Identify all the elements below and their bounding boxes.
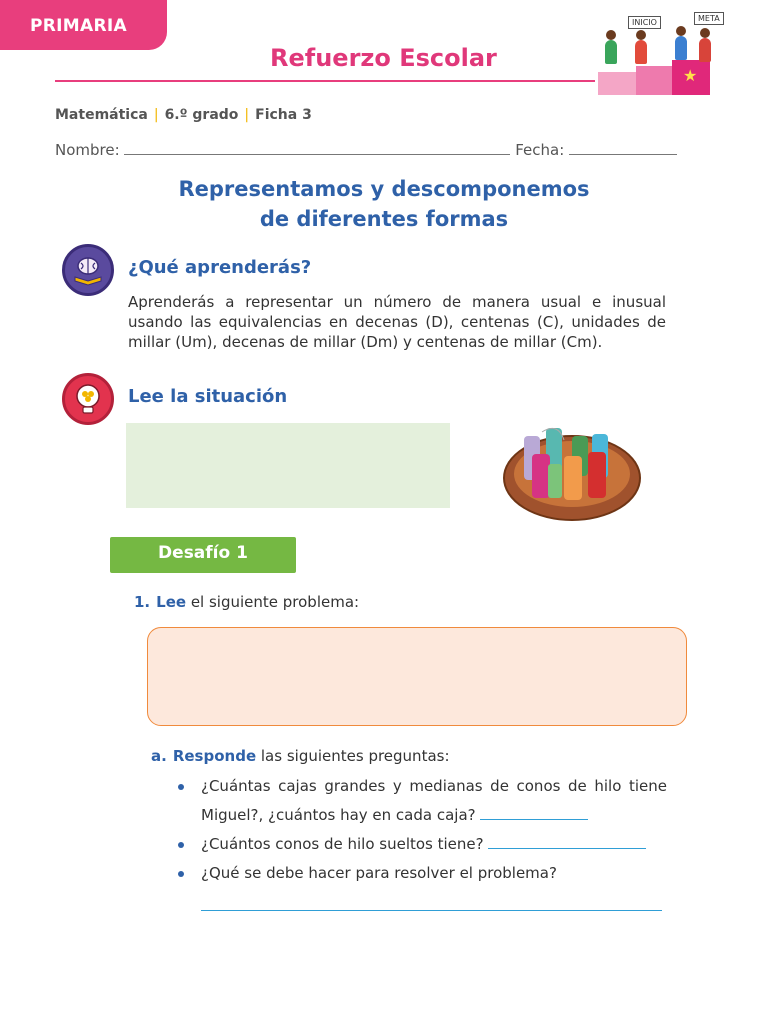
lightbulb-icon [62, 373, 114, 425]
challenge-label: Desafío 1 [158, 543, 248, 563]
star-icon: ★ [683, 66, 698, 85]
kid-3-head [676, 26, 686, 36]
kid-4-head [700, 28, 710, 38]
learn-description: Aprenderás a representar un número de manera usual e inusual usando las equivalencias en decenas (D), centenas (C), unidades de millar (Um), decenas de millar (Dm) y centenas de millar (Cm). [128, 293, 666, 351]
name-label: Nombre: [55, 141, 120, 159]
subject-sheet: Ficha 3 [255, 107, 312, 123]
instruction-number: 1. [134, 593, 151, 611]
subject-grade: 6.º grado [164, 107, 239, 123]
name-field[interactable] [124, 154, 510, 155]
subject-area: Matemática [55, 107, 148, 123]
question-list [175, 772, 667, 888]
instruction-text: las siguientes preguntas: [256, 747, 450, 765]
answer-field-1[interactable] [480, 805, 588, 820]
situation-text-box [126, 423, 450, 508]
podium-step-2 [636, 66, 672, 95]
subject-line [55, 107, 312, 123]
date-field[interactable] [569, 154, 677, 155]
situation-heading: Lee la situación [128, 386, 288, 407]
date-label: Fecha: [515, 141, 565, 159]
instruction-a [151, 747, 450, 765]
question-text: ¿Qué se debe hacer para resolver el problema? [201, 864, 557, 882]
instruction-keyword: Lee [156, 593, 187, 611]
brand-title: Refuerzo Escolar [270, 44, 497, 72]
header-divider [55, 80, 595, 82]
answer-field-3[interactable] [201, 896, 662, 911]
separator: | [153, 107, 159, 123]
goal-sign: META [694, 12, 724, 25]
title-line-2: de diferentes formas [259, 207, 509, 231]
level-label: PRIMARIA [30, 16, 127, 36]
kid-1 [605, 40, 617, 64]
kid-4 [699, 38, 711, 62]
question-item [175, 772, 667, 830]
question-item [175, 830, 667, 859]
question-text: ¿Cuántas cajas grandes y medianas de conos de hilo tiene Miguel?, ¿cuántos hay en cada caja? [201, 777, 667, 824]
kid-2-head [636, 30, 646, 40]
start-sign: INICIO [628, 16, 661, 29]
problem-text-box [147, 627, 687, 726]
instruction-keyword: Responde [172, 747, 257, 765]
brain-book-icon [62, 244, 114, 296]
podium-step-1 [598, 72, 636, 95]
separator: | [244, 107, 250, 123]
brain-book-icon-graphic [65, 247, 111, 293]
instruction-letter: a. [151, 747, 167, 765]
question-text: ¿Cuántos conos de hilo sueltos tiene? [201, 835, 484, 853]
title-line-1: Representamos y descomponemos [178, 177, 590, 201]
kid-1-head [606, 30, 616, 40]
instruction-1 [134, 593, 359, 611]
answer-field-2[interactable] [488, 834, 646, 849]
page-title [84, 174, 684, 234]
kid-3 [675, 36, 687, 60]
kid-2 [635, 40, 647, 64]
name-date-row [55, 141, 677, 159]
question-item [175, 859, 667, 888]
thread-basket-image [502, 426, 642, 522]
instruction-text: el siguiente problema: [186, 593, 360, 611]
learn-heading: ¿Qué aprenderás? [128, 257, 312, 278]
lightbulb-icon-graphic [65, 376, 111, 422]
thread-basket-graphic [502, 426, 642, 522]
